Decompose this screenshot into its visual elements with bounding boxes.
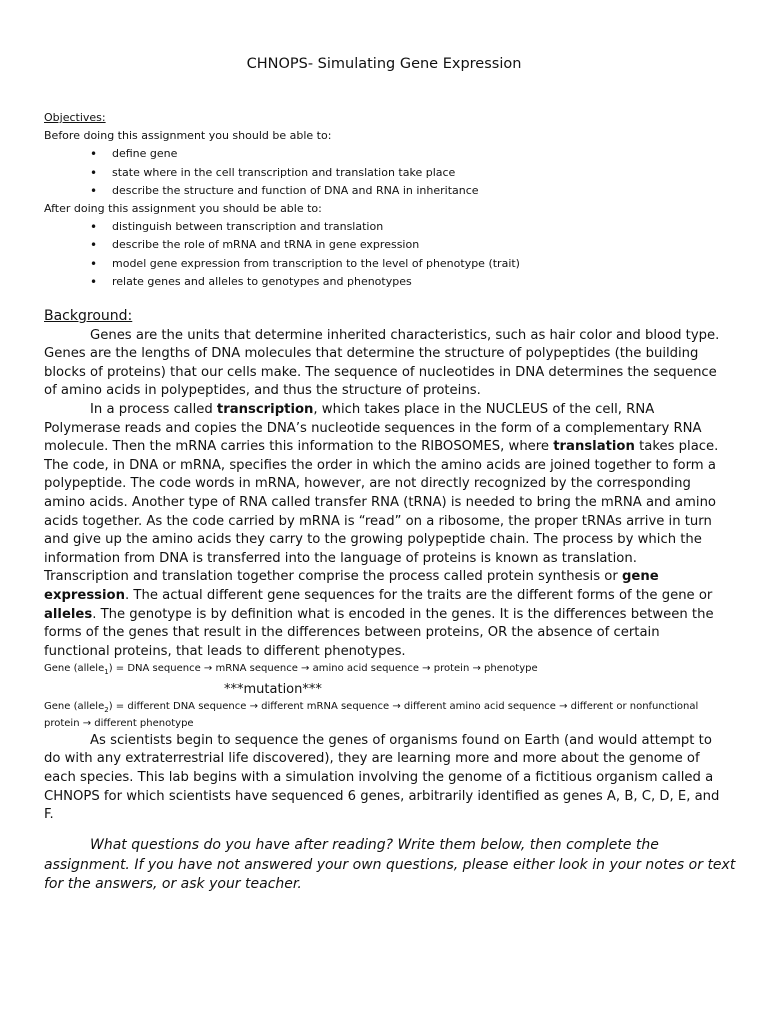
gene-allele-2-line: Gene (allele$_2$) = different DNA sequence → different mRNA sequence → different amino acid sequence → different or nonfunctional protein → different phenotype — [44, 700, 699, 730]
background-section — [44, 307, 724, 825]
objectives-after-list — [44, 218, 744, 291]
objectives-heading: Objectives: — [44, 111, 106, 124]
objectives-before-list — [44, 145, 744, 200]
list-item: • state where in the cell transcription and translation take place — [44, 164, 744, 182]
gene-allele-1-line: Gene (allele$_1$) = DNA sequence → mRNA sequence → amino acid sequence → protein → phenotype — [44, 663, 538, 677]
objectives-section — [44, 109, 744, 291]
mutation-label: ***mutation*** — [224, 681, 322, 697]
objectives-before-intro: Before doing this assignment you should be able to: — [44, 129, 332, 143]
list-item: • model gene expression from transcription to the level of phenotype (trait) — [44, 255, 744, 273]
background-paragraph-1: Genes are the units that determine inherited characteristics, such as hair color and blood type. Genes are the lengths of DNA molecules that determine the structure of polypeptides (the building blocks of proteins) that our cells make. The sequence of nucleotides in DNA determines the sequence of amino acids in polypeptides, and thus the structure of proteins. — [44, 327, 720, 399]
objectives-after-intro: After doing this assignment you should be able to: — [44, 202, 322, 216]
term-gene-expression: gene expression — [44, 569, 659, 603]
term-alleles: alleles — [44, 606, 93, 622]
background-paragraph-2: In a process called transcription, which takes place in the NUCLEUS of the cell, RNA Polymerase reads and copies the DNA’s nucleotide sequences in the form of a complementary RNA molecule. Then the mRNA carries this information to the RIBOSOMES, where translation takes place. The code, in DNA or mRNA, specifies the order in which the amino acids are joined together to form a polypeptide. The code words in mRNA, however, are not directly recognized by the corresponding amino acids. Another type of RNA called transfer RNA (tRNA) is needed to bring the mRNA and amino acids together. As the code carried by mRNA is “read” on a ribosome, the proper tRNAs arrive in turn and give up the amino acids they carry to the growing polypeptide chain. The process by which the information from DNA is transferred into the language of proteins is known as translation. Transcription and translation together comprise the process called protein synthesis or gene expression. The actual different gene sequences for the traits are the different forms of the gene or alleles. The genotype is by definition what is encoded in the genes. It is the differences between the forms of the genes that result in the differences between proteins, OR the absence of certain functional proteins, that leads to different phenotypes. — [44, 401, 719, 659]
term-translation: translation — [553, 439, 635, 455]
list-item: • define gene — [44, 145, 744, 163]
reflection-question: What questions do you have after reading? Write them below, then complete the assignment. If you have not answered your own questions, please either look in your notes or text for the answers, or ask your teacher. — [44, 837, 736, 892]
list-item: • relate genes and alleles to genotypes and phenotypes — [44, 273, 744, 291]
list-item: • describe the structure and function of DNA and RNA in inheritance — [44, 182, 744, 200]
list-item: • describe the role of mRNA and tRNA in gene expression — [44, 236, 744, 254]
term-transcription: transcription — [216, 401, 314, 417]
background-paragraph-3: As scientists begin to sequence the genes of organisms found on Earth (and would attempt to do with any extraterrestrial life discovered), they are learning more and more about the genome of each species. This lab begins with a simulation involving the genome of a fictitious organism called a CHNOPS for which scientists have sequenced 6 genes, arbitrarily identified as genes A, B, C, D, E, and F. — [44, 732, 720, 823]
page-title: CHNOPS- Simulating Gene Expression — [246, 56, 522, 72]
list-item: • distinguish between transcription and translation — [44, 218, 744, 236]
background-heading: Background: — [44, 308, 133, 324]
